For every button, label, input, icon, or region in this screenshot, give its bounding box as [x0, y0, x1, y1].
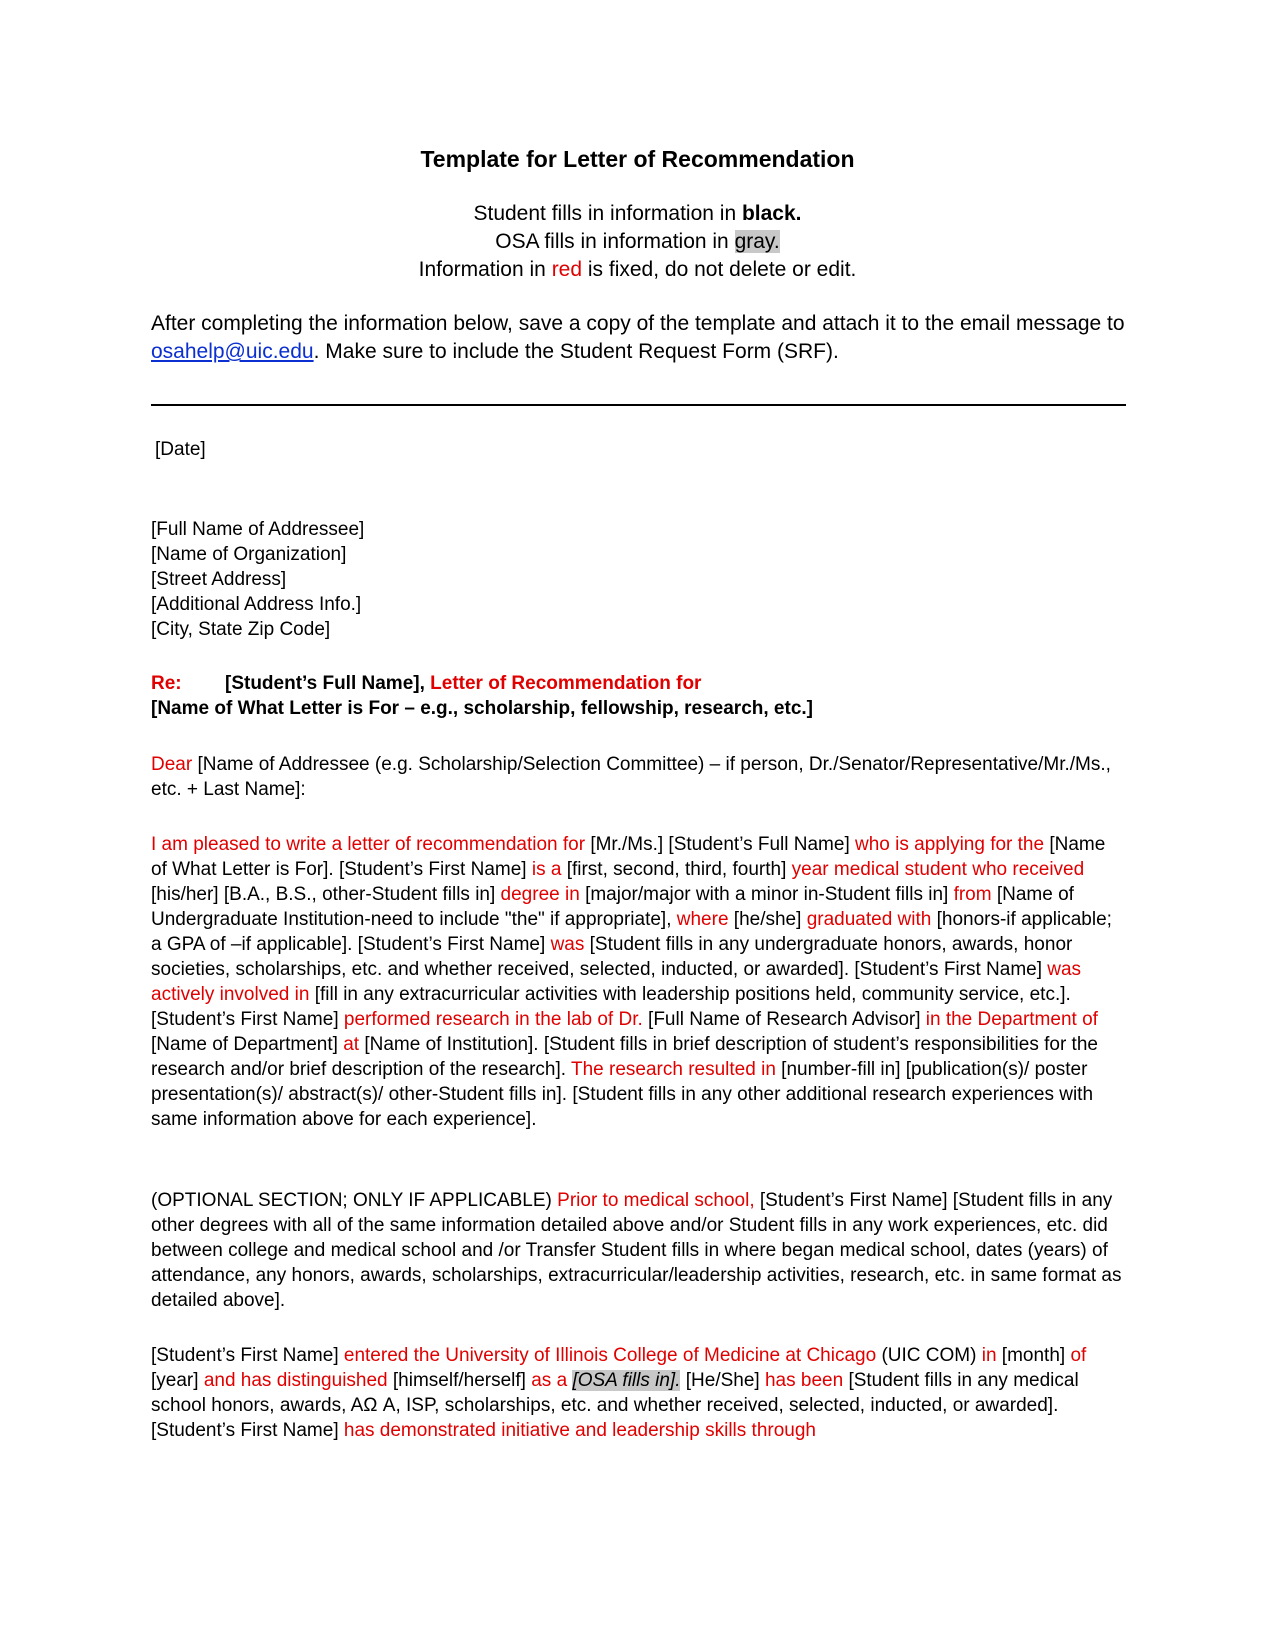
- fixed-text: as a: [531, 1370, 573, 1391]
- address-line: [Street Address]: [151, 569, 287, 590]
- fixed-text: year medical student who received: [791, 859, 1085, 880]
- date-placeholder: [Date]: [155, 439, 206, 460]
- student-fill-text: [Name of Department]: [151, 1034, 344, 1055]
- fixed-text: where: [676, 909, 734, 930]
- fixed-text: is a: [531, 859, 567, 880]
- fixed-text: in the Department of: [925, 1009, 1098, 1030]
- fixed-text: I am pleased to write a letter of recommendation for: [151, 834, 591, 855]
- student-fill-text: [first, second, third, fourth]: [566, 859, 792, 880]
- legend-gray-line: OSA fills in information in gray.: [495, 230, 780, 253]
- fixed-text: in: [981, 1345, 1002, 1366]
- student-fill-text: [honors-if applicable; a GPA of –if applicable]. [Student’s First Name]: [151, 909, 1112, 955]
- legend-red-line: Information in red is fixed, do not delete or edit.: [418, 258, 857, 281]
- re-line: [151, 671, 1126, 721]
- re-student: [Student’s Full Name],: [225, 673, 431, 694]
- fixed-text: performed research in the lab of Dr.: [343, 1009, 649, 1030]
- student-fill-text: [year]: [151, 1370, 204, 1391]
- fixed-text: The research resulted in: [571, 1059, 782, 1080]
- fixed-text: of: [1070, 1345, 1087, 1366]
- fixed-text: was: [550, 934, 590, 955]
- fixed-text: Prior to medical school,: [557, 1190, 760, 1211]
- student-fill-text: [Student’s First Name]: [151, 1345, 344, 1366]
- re-label: Re:: [151, 673, 182, 694]
- divider: [151, 404, 1126, 406]
- re-fixed: Letter of Recommendation for: [430, 673, 702, 694]
- student-fill-text: [Student fills in any undergraduate honors, awards, honor societies, scholarships, etc. and whether received, selected, inducted, or awarded]. [Student’s First Name]: [151, 934, 1073, 980]
- student-fill-text: [Student’s First Name] [Student fills in any other degrees with all of the same information detailed above and/or Student fills in any work experiences, etc. did between college and medical school and /or Transfer Student fills in where began medical school, dates (years) of attendance, any honors, awards, scholarships, extracurricular/leadership activities, research, etc. in same format as detailed above].: [151, 1190, 1122, 1311]
- osa-fill-placeholder: [OSA fills in].: [572, 1370, 681, 1391]
- student-fill-text: [number-fill in] [publication(s)/ poster presentation(s)/ abstract(s)/ other-Student fills in]. [Student fills in any other additional research experiences with same information above for each experience].: [151, 1059, 1094, 1130]
- salutation: Dear [Name of Addressee (e.g. Scholarship/Selection Committee) – if person, Dr./Senator/Representative/Mr./Ms., etc. + Last Name]:: [151, 754, 1111, 800]
- email-link[interactable]: osahelp@uic.edu: [151, 340, 314, 363]
- student-fill-text: [Name of What Letter is For]. [Student’s First Name]: [151, 834, 1106, 880]
- page-title: Template for Letter of Recommendation: [420, 146, 855, 172]
- address-line: [City, State Zip Code]: [151, 619, 331, 640]
- student-fill-text: [Mr./Ms.] [Student’s Full Name]: [590, 834, 856, 855]
- fixed-text: has demonstrated initiative and leadership skills through: [343, 1420, 816, 1441]
- paragraph-optional: [151, 1188, 1126, 1313]
- address-line: [Full Name of Addressee]: [151, 519, 365, 540]
- student-fill-text: [he/she]: [733, 909, 807, 930]
- fixed-text: was actively involved in: [151, 959, 1082, 1005]
- student-fill-text: [Student fills in any medical school honors, awards, AΩ A, ISP, scholarships, etc. and whether received, selected, inducted, or awarded]. [Student’s First Name]: [151, 1370, 1079, 1441]
- legend-black-line: Student fills in information in black.: [473, 202, 802, 225]
- address-line: [Additional Address Info.]: [151, 594, 362, 615]
- student-fill-text: [fill in any extracurricular activities with leadership positions held, community service, etc.]. [Student’s First Name]: [151, 984, 1071, 1030]
- student-fill-text: [month]: [1001, 1345, 1071, 1366]
- student-fill-text: [his/her] [B.A., B.S., other-Student fills in]: [151, 884, 501, 905]
- student-fill-text: [Name of Undergraduate Institution-need to include "the" if appropriate],: [151, 884, 1074, 930]
- fixed-text: degree in: [500, 884, 586, 905]
- instructions: After completing the information below, save a copy of the template and attach it to the email message to osahelp@uic.edu. Make sure to include the Student Request Form (SRF).: [151, 312, 1125, 363]
- student-fill-text: [Full Name of Research Advisor]: [648, 1009, 926, 1030]
- re-purpose: [Name of What Letter is For – e.g., scholarship, fellowship, research, etc.]: [151, 698, 813, 719]
- address-line: [Name of Organization]: [151, 544, 347, 565]
- fixed-text: and has distinguished: [203, 1370, 393, 1391]
- fixed-text: who is applying for the: [855, 834, 1050, 855]
- fixed-text: from: [953, 884, 997, 905]
- student-fill-text: [Name of Institution]. [Student fills in brief description of student’s responsibilities for the research and/or brief description of the research].: [151, 1034, 1098, 1080]
- student-fill-text: (OPTIONAL SECTION; ONLY IF APPLICABLE): [151, 1190, 558, 1211]
- student-fill-text: [himself/herself]: [392, 1370, 532, 1391]
- color-legend: [0, 200, 1275, 284]
- fixed-text: graduated with: [806, 909, 937, 930]
- fixed-text: entered the University of Illinois College of Medicine at Chicago: [343, 1345, 882, 1366]
- fixed-text: has been: [764, 1370, 849, 1391]
- address-block: [151, 517, 1126, 642]
- student-fill-text: [He/She]: [680, 1370, 765, 1391]
- paragraph-medical-school: [151, 1343, 1126, 1443]
- student-fill-text: [major/major with a minor in-Student fills in]: [585, 884, 954, 905]
- paragraph-undergraduate: [151, 832, 1126, 1132]
- fixed-text: at: [343, 1034, 365, 1055]
- student-fill-text: (UIC COM): [881, 1345, 982, 1366]
